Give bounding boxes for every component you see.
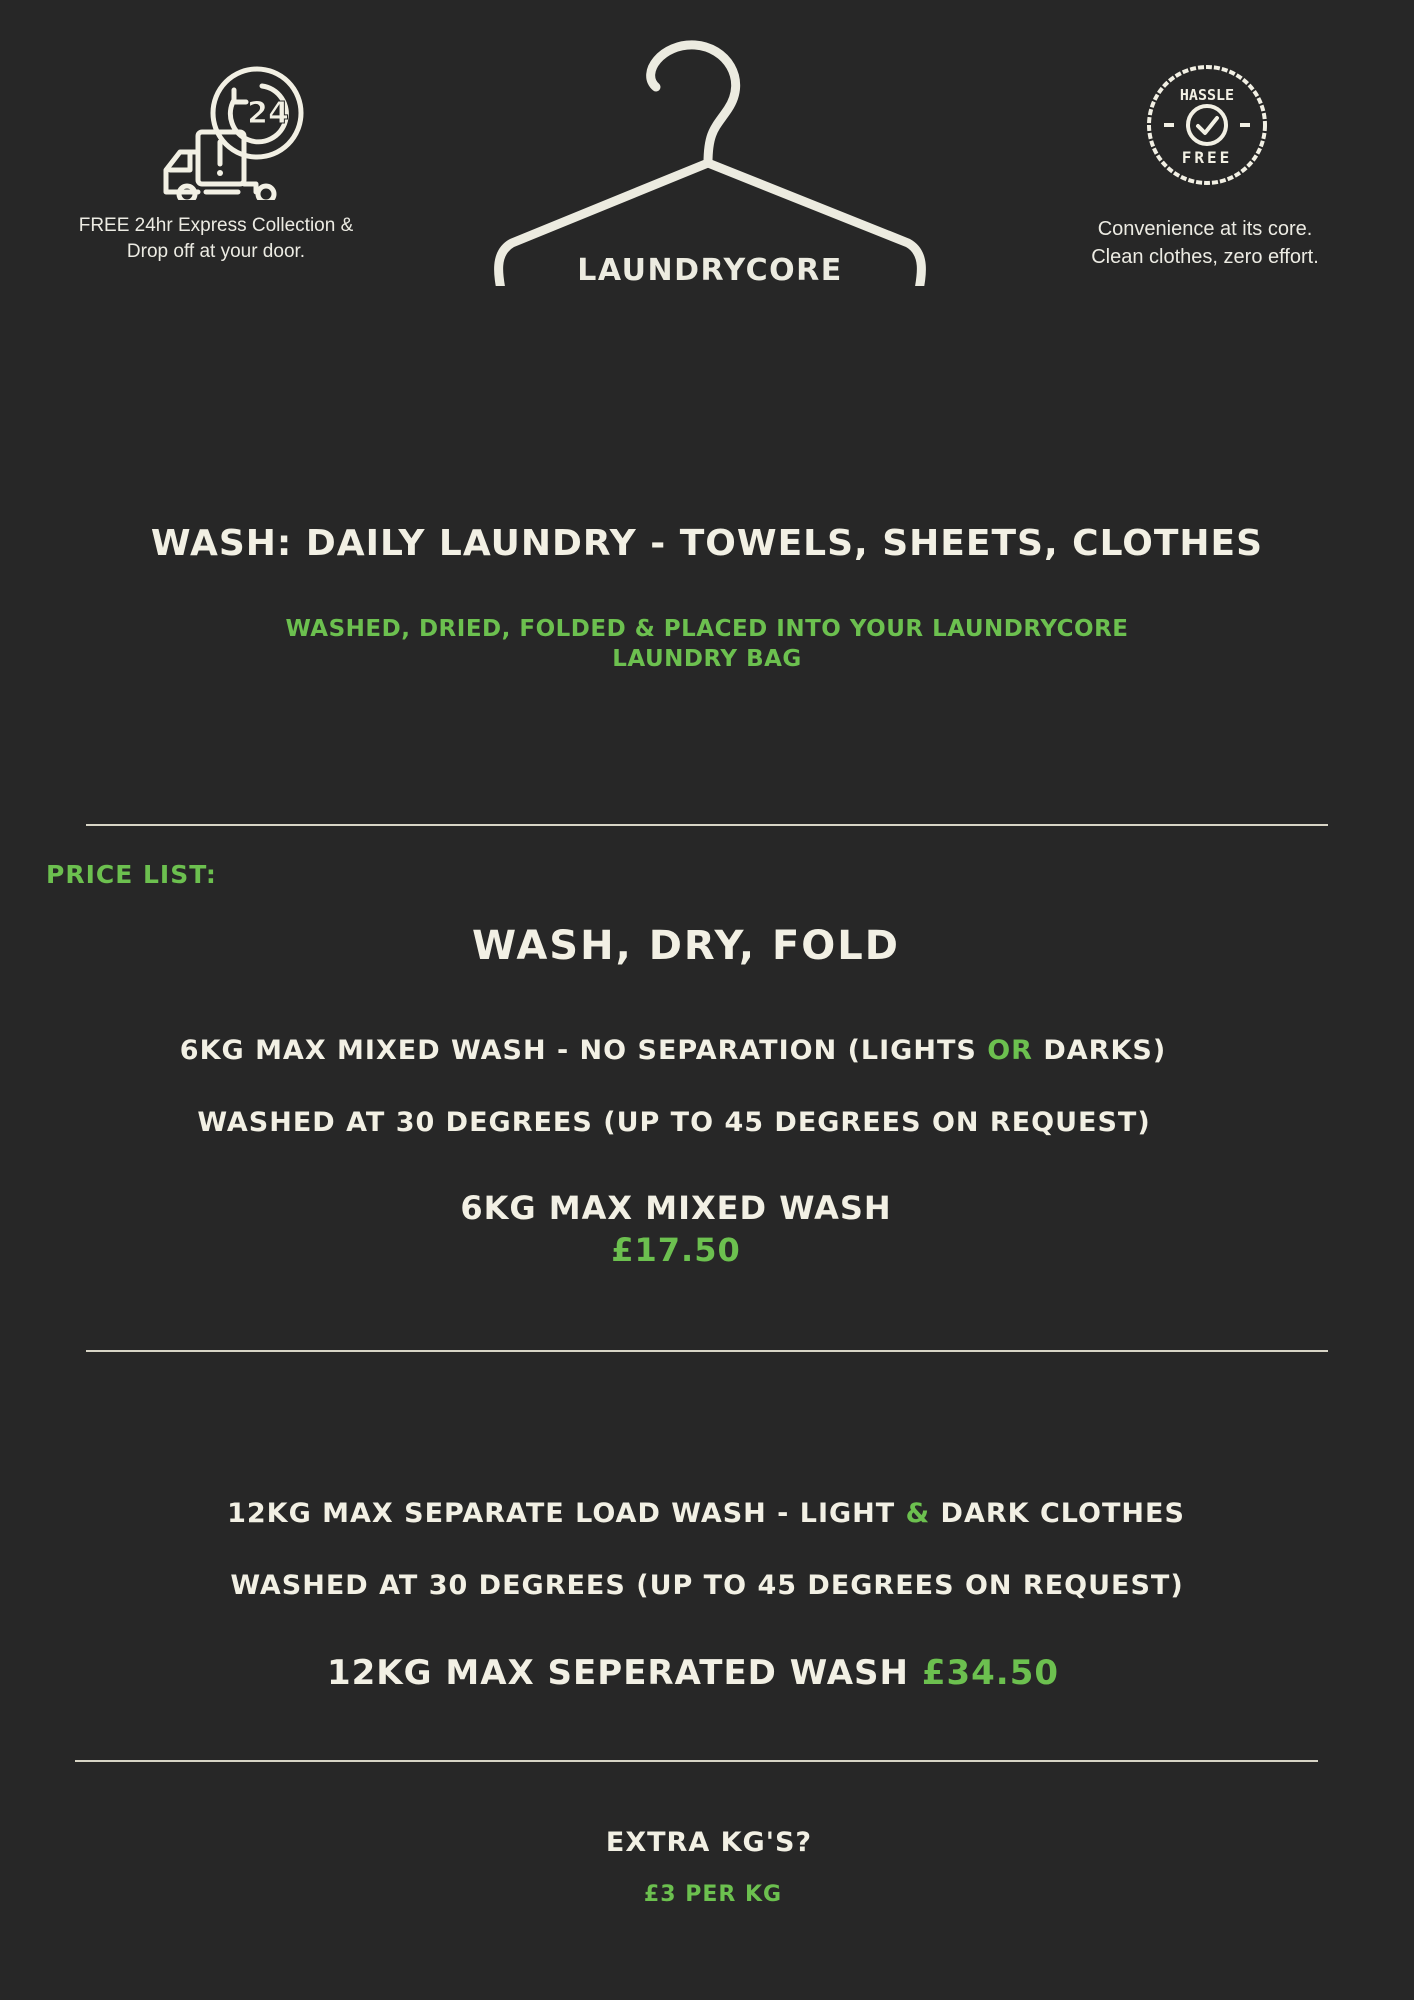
separate-wash-description — [0, 1497, 1413, 1531]
divider — [86, 824, 1328, 826]
mixed-wash-price: £17.50 — [611, 1231, 741, 1269]
hassle-free-check-badge-icon — [1142, 60, 1272, 190]
extra-kg-question: EXTRA KG'S? — [605, 1827, 813, 1858]
service-title: WASH: DAILY LAUNDRY - TOWELS, SHEETS, CLOTHES — [150, 523, 1264, 564]
mixed-desc-b: DARKS) — [1032, 1035, 1167, 1066]
extra-kg-price: £3 PER KG — [643, 1882, 783, 1907]
delivery-truck-24hr-icon — [150, 60, 310, 200]
mixed-wash-temperature: WASHED AT 30 DEGREES (UP TO 45 DEGREES ON REQUEST) — [197, 1107, 1151, 1138]
separate-wash-line — [0, 1652, 1400, 1694]
divider — [75, 1760, 1318, 1762]
mixed-wash-description — [0, 1034, 1380, 1068]
mixed-desc-a: 6KG MAX MIXED WASH - NO SEPARATION (LIGHTS — [179, 1035, 988, 1066]
service-subtitle-line2: LAUNDRY BAG — [612, 646, 802, 672]
mixed-desc-or: OR — [987, 1035, 1033, 1066]
separate-desc-b: DARK CLOTHES — [930, 1498, 1185, 1529]
service-subtitle — [0, 614, 1414, 674]
delivery-caption-line1: FREE 24hr Express Collection & — [78, 215, 354, 236]
convenience-feature — [1060, 55, 1350, 275]
delivery-feature — [60, 55, 372, 275]
separate-wash-name: 12KG MAX SEPERATED WASH — [326, 1653, 922, 1693]
badge-top-text: HASSLE — [1179, 86, 1235, 104]
mixed-wash-name: 6KG MAX MIXED WASH — [460, 1189, 892, 1227]
separate-desc-and: & — [905, 1498, 931, 1529]
delivery-caption-line2: Drop off at your door. — [126, 241, 306, 262]
clothes-hanger-icon — [490, 35, 930, 290]
logo-text: LAUNDRYCORE — [577, 253, 843, 288]
badge-bottom-text: FREE — [1181, 148, 1233, 167]
badge-24-text: 24 — [247, 96, 289, 131]
price-list-heading: WASH, DRY, FOLD — [472, 923, 900, 969]
divider — [86, 1350, 1328, 1352]
separate-desc-a: 12KG MAX SEPARATE LOAD WASH - LIGHT — [227, 1498, 906, 1529]
service-subtitle-line1: WASHED, DRIED, FOLDED & PLACED INTO YOUR LAUNDRYCORE — [285, 616, 1129, 642]
logo — [490, 35, 930, 290]
separate-wash-price: £34.50 — [921, 1653, 1060, 1693]
price-list-label: PRICE LIST: — [46, 860, 217, 889]
convenience-line2: Clean clothes, zero effort. — [1091, 246, 1319, 268]
convenience-line1: Convenience at its core. — [1097, 218, 1313, 240]
separate-wash-temperature: WASHED AT 30 DEGREES (UP TO 45 DEGREES ON REQUEST) — [230, 1570, 1184, 1601]
